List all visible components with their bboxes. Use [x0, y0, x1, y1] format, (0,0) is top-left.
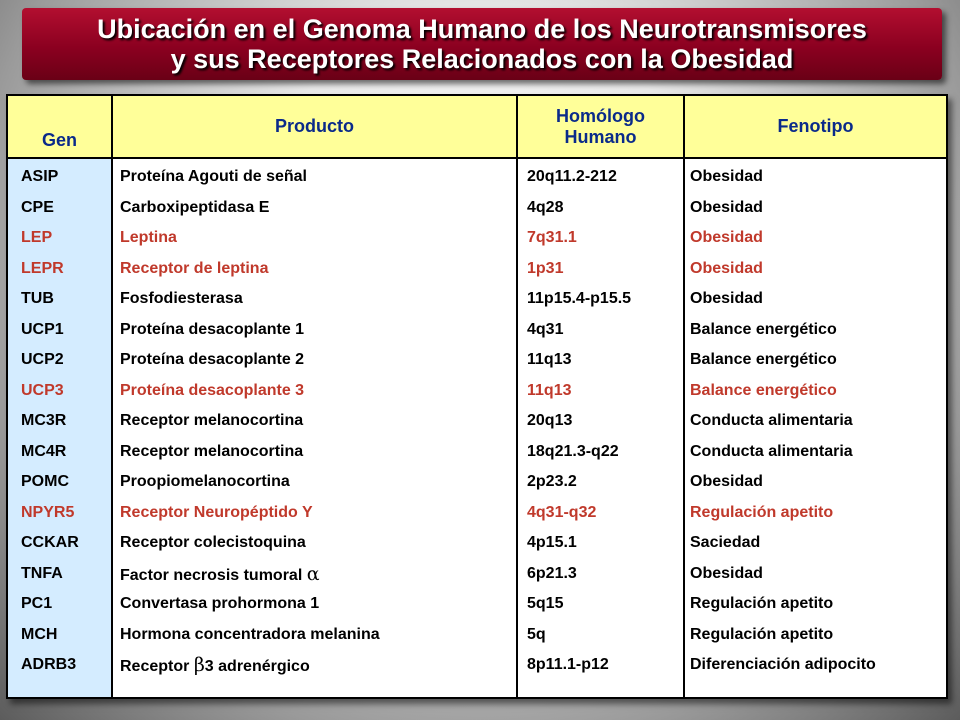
header-homologo	[518, 96, 683, 157]
homologo-cell: 6p21.3	[527, 564, 577, 582]
producto-cell: Leptina	[120, 229, 177, 246]
gen-cell: POMC	[21, 473, 69, 490]
column-divider	[683, 96, 685, 697]
homologo-cell: 2p23.2	[527, 473, 577, 490]
gen-cell: TUB	[21, 290, 54, 307]
fenotipo-cell: Balance energético	[690, 320, 837, 338]
gen-cell: UCP1	[21, 320, 64, 338]
fenotipo-cell: Regulación apetito	[690, 625, 834, 643]
fenotipo-cell: Obesidad	[690, 229, 763, 246]
gen-cell: MCH	[21, 625, 58, 643]
gen-cell: ASIP	[21, 168, 59, 185]
column-divider	[111, 96, 113, 697]
fenotipo-cell: Balance energético	[690, 381, 837, 399]
gen-cell: CPE	[21, 198, 54, 216]
homologo-cell: 18q21.3-q22	[527, 442, 619, 460]
fenotipo-cell: Regulación apetito	[690, 503, 834, 521]
fenotipo-cell: Conducta alimentaria	[690, 442, 853, 460]
gen-cell: NPYR5	[21, 503, 75, 521]
fenotipo-column	[690, 162, 876, 681]
homologo-cell: 20q11.2-212	[527, 168, 617, 185]
homologo-cell: 4q28	[527, 198, 564, 216]
greek-symbol: α	[306, 562, 320, 585]
fenotipo-cell: Regulación apetito	[690, 595, 834, 612]
greek-symbol: β	[193, 654, 205, 676]
gen-cell: UCP2	[21, 351, 64, 368]
title-line-1: Ubicación en el Genoma Humano de los Neurotransmisores	[97, 14, 867, 44]
homologo-cell: 5q15	[527, 595, 564, 612]
gen-cell: LEP	[21, 229, 53, 246]
column-divider	[516, 96, 518, 697]
homologo-column	[527, 162, 631, 681]
homologo-cell: 11q13	[527, 381, 572, 399]
table-header-row	[8, 96, 946, 159]
title-line-2: y sus Receptores Relacionados con la Obesidad	[170, 44, 794, 74]
fenotipo-cell: Obesidad	[690, 564, 763, 582]
homologo-cell: 5q	[527, 625, 546, 643]
title-banner	[22, 8, 942, 80]
gen-cell: LEPR	[21, 259, 64, 277]
fenotipo-cell: Obesidad	[690, 259, 763, 277]
fenotipo-cell: Obesidad	[690, 473, 763, 490]
fenotipo-cell: Obesidad	[690, 198, 763, 216]
header-homologo-line1: Homólogo	[556, 105, 645, 126]
gen-cell: CCKAR	[21, 534, 79, 551]
gen-cell: MC3R	[21, 412, 67, 429]
producto-cell: Proteína desacoplante 2	[120, 351, 305, 368]
gen-cell: UCP3	[21, 381, 64, 399]
homologo-cell: 4q31	[527, 320, 564, 338]
gen-column	[21, 162, 79, 681]
producto-cell: Proteína desacoplante 3	[120, 381, 305, 399]
homologo-cell: 8p11.1-p12	[527, 656, 609, 673]
genome-table	[6, 94, 948, 699]
header-gen: Gen	[41, 130, 77, 150]
fenotipo-cell: Diferenciación adipocito	[690, 656, 876, 673]
producto-cell: Convertasa prohormona 1	[120, 595, 320, 612]
header-fenotipo: Fenotipo	[777, 116, 854, 136]
producto-cell	[120, 650, 380, 681]
producto-cell: Carboxipeptidasa E	[120, 198, 270, 216]
homologo-cell: 1p31	[527, 259, 564, 277]
header-producto: Producto	[275, 116, 354, 136]
fenotipo-cell: Obesidad	[690, 168, 763, 185]
producto-cell: Receptor melanocortina	[120, 412, 304, 429]
homologo-cell: 20q13	[527, 412, 573, 429]
gen-cell: ADRB3	[21, 656, 77, 673]
producto-suffix: 3 adrenérgico	[204, 658, 310, 675]
homologo-cell: 4p15.1	[527, 534, 577, 551]
fenotipo-cell: Balance energético	[690, 351, 837, 368]
producto-cell: Proteína desacoplante 1	[120, 320, 305, 338]
gen-cell: TNFA	[21, 564, 63, 582]
homologo-cell: 7q31.1	[527, 229, 577, 246]
producto-cell: Hormona concentradora melanina	[120, 625, 380, 643]
fenotipo-cell: Obesidad	[690, 290, 763, 307]
producto-text: Receptor	[120, 658, 190, 675]
gen-cell: PC1	[21, 595, 53, 612]
producto-text: Factor necrosis tumoral	[120, 566, 303, 584]
fenotipo-cell: Saciedad	[690, 534, 761, 551]
fenotipo-cell: Conducta alimentaria	[690, 412, 853, 429]
header-homologo-line2: Humano	[564, 126, 637, 147]
homologo-cell: 11p15.4-p15.5	[527, 290, 632, 307]
producto-cell: Proopiomelanocortina	[120, 473, 290, 490]
producto-cell	[120, 559, 380, 590]
gen-cell: MC4R	[21, 442, 67, 460]
producto-cell: Receptor Neuropéptido Y	[120, 503, 313, 521]
producto-cell: Receptor de leptina	[120, 259, 269, 277]
producto-cell: Receptor colecistoquina	[120, 534, 306, 551]
homologo-cell: 4q31-q32	[527, 503, 597, 521]
producto-cell: Receptor melanocortina	[120, 442, 304, 460]
homologo-cell: 11q13	[527, 351, 572, 368]
producto-cell: Proteína Agouti de señal	[120, 168, 307, 185]
producto-column	[120, 162, 380, 681]
producto-cell: Fosfodiesterasa	[120, 290, 243, 307]
